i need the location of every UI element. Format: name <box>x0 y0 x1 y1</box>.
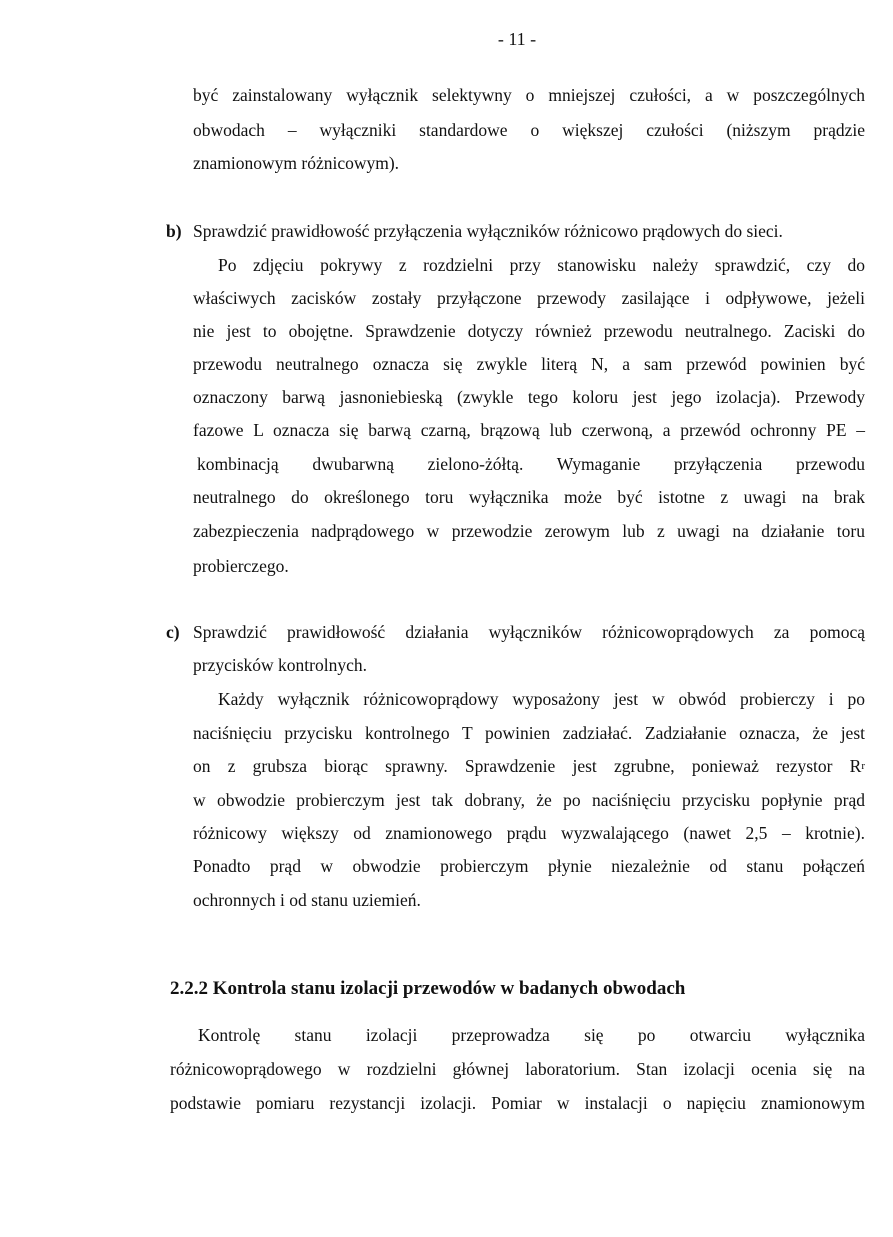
text-line: właściwych zacisków zostały przyłączone przewody zasilające i odpływowe, jeżeli <box>193 288 865 308</box>
text-segment: on z grubsza biorąc sprawny. Sprawdzenie jest zgrubne, ponieważ rezystor R <box>193 756 862 776</box>
text-line: Każdy wyłącznik różnicowoprądowy wyposażony jest w obwód probierczy i po <box>218 689 865 709</box>
item-label: b) <box>166 221 182 241</box>
text-line: Po zdjęciu pokrywy z rozdzielni przy stanowisku należy sprawdzić, czy do <box>218 255 865 275</box>
text-line: oznaczony barwą jasnoniebieską (zwykle tego koloru jest jego izolacja). Przewody <box>193 387 865 407</box>
text-line: kombinacją dwubarwną zielono-żółtą. Wymaganie przyłączenia przewodu <box>197 454 865 474</box>
text-line: Ponadto prąd w obwodzie probierczym płynie niezależnie od stanu połączeń <box>193 856 865 876</box>
text-line: podstawie pomiaru rezystancji izolacji. Pomiar w instalacji o napięciu znamionowym <box>170 1093 865 1113</box>
text-line: w obwodzie probierczym jest tak dobrany, że po naciśnięciu przycisku popłynie prąd <box>193 790 865 810</box>
page-number: - 11 - <box>497 29 537 49</box>
resistor-subscript: r <box>861 760 865 772</box>
item-title: Sprawdzić prawidłowość przyłączenia wyłączników różnicowo prądowych do sieci. <box>193 221 783 241</box>
text-line: neutralnego do określonego toru wyłącznika może być istotne z uwagi na brak <box>193 487 865 507</box>
text-line-with-subscript <box>193 755 865 777</box>
text-line: różnicowy większy od znamionowego prądu wyzwalającego (nawet 2,5 – krotnie). <box>193 823 865 843</box>
item-label: c) <box>166 622 180 642</box>
section-heading: 2.2.2 Kontrola stanu izolacji przewodów w badanych obwodach <box>170 978 686 999</box>
text-line: Kontrolę stanu izolacji przeprowadza się po otwarciu wyłącznika <box>198 1025 865 1045</box>
text-line: nie jest to obojętne. Sprawdzenie dotyczy również przewodu neutralnego. Zaciski do <box>193 321 865 341</box>
text-line: być zainstalowany wyłącznik selektywny o mniejszej czułości, a w poszczególnych <box>193 85 865 105</box>
text-line: naciśnięciu przycisku kontrolnego T powinien zadziałać. Zadziałanie oznacza, że jest <box>193 723 865 743</box>
text-line: probierczego. <box>193 556 289 576</box>
text-line: przewodu neutralnego oznacza się zwykle literą N, a sam przewód powinien być <box>193 354 865 374</box>
item-title: przycisków kontrolnych. <box>193 655 367 675</box>
item-title: Sprawdzić prawidłowość działania wyłączników różnicowoprądowych za pomocą <box>193 622 865 642</box>
text-line: fazowe L oznacza się barwą czarną, brązową lub czerwoną, a przewód ochronny PE – <box>193 420 865 440</box>
text-line: różnicowoprądowego w rozdzielni głównej laboratorium. Stan izolacji ocenia się na <box>170 1059 865 1079</box>
text-line: ochronnych i od stanu uziemień. <box>193 890 421 910</box>
text-line: obwodach – wyłączniki standardowe o większej czułości (niższym prądzie <box>193 120 865 140</box>
text-line: zabezpieczenia nadprądowego w przewodzie zerowym lub z uwagi na działanie toru <box>193 521 865 541</box>
text-line: znamionowym różnicowym). <box>193 153 400 173</box>
